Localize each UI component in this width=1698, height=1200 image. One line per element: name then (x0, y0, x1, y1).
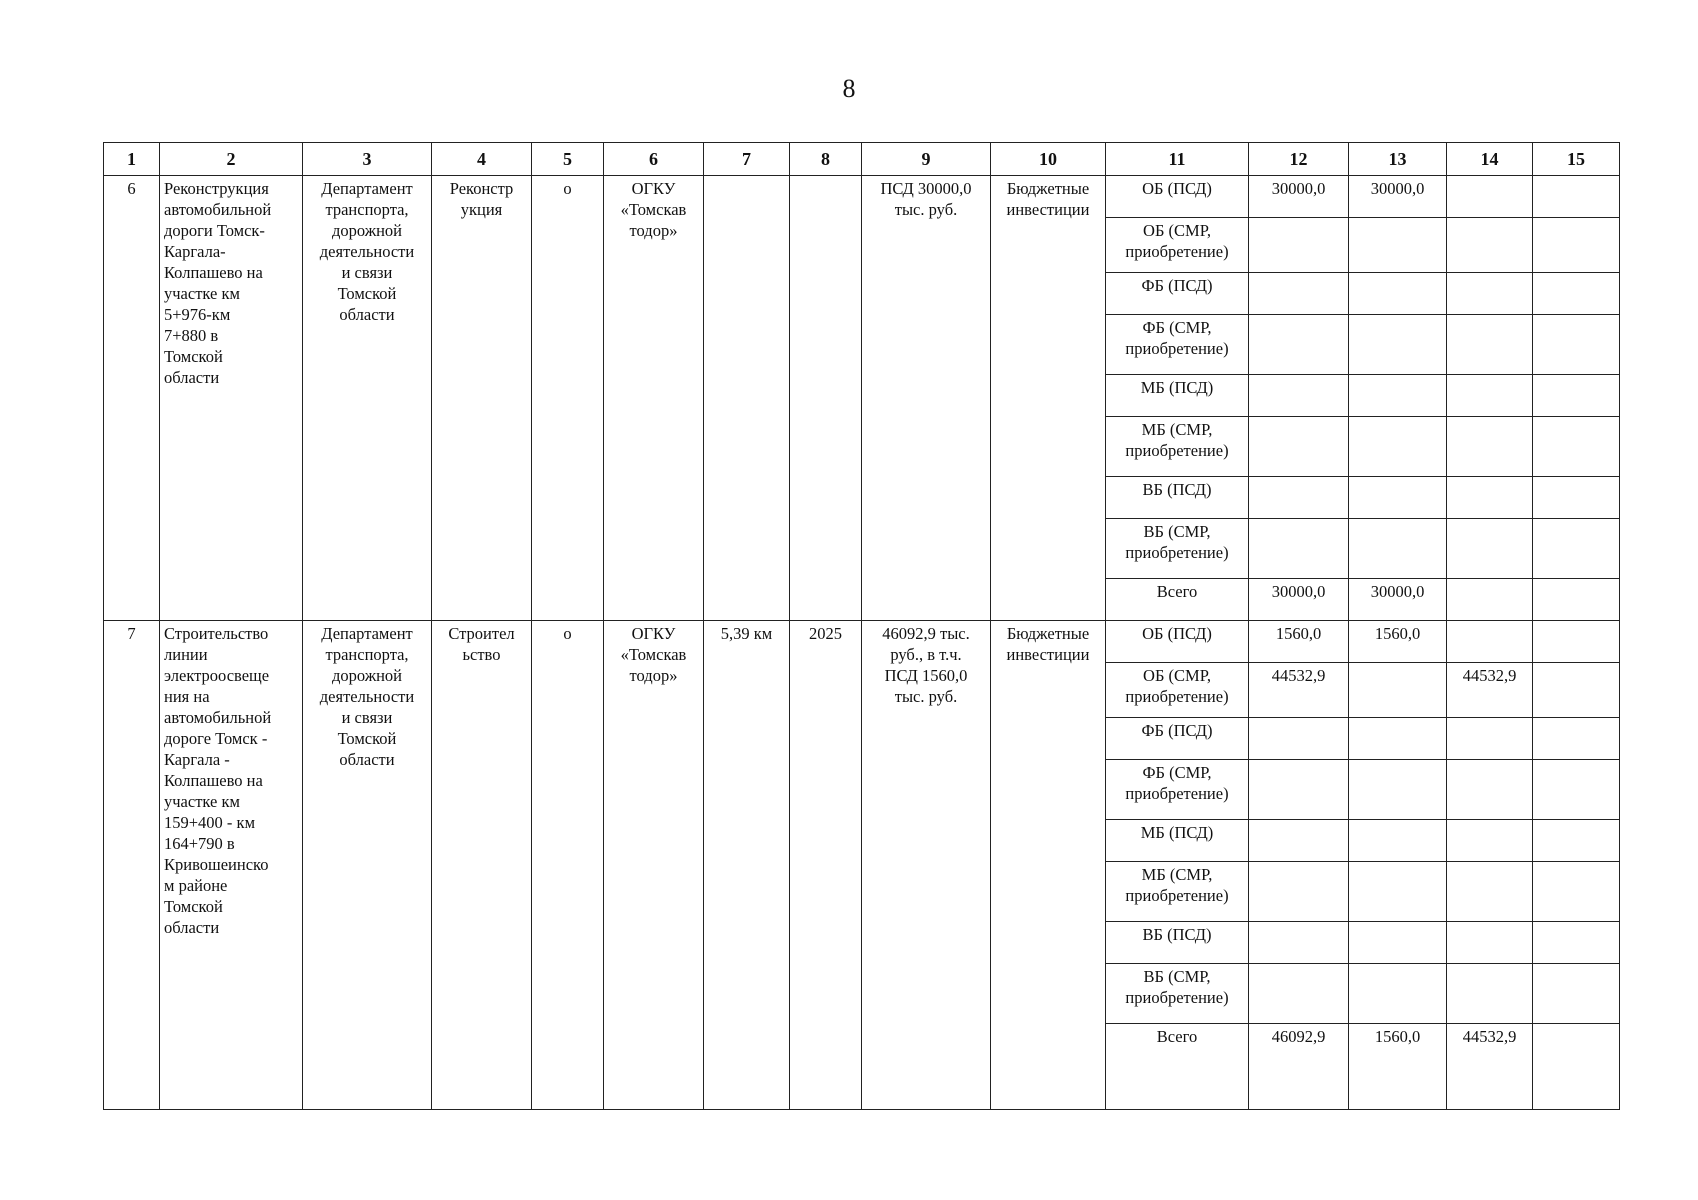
amount-cell: 1560,0 (1349, 1024, 1447, 1110)
amount-cell (1349, 862, 1447, 922)
funding-source: МБ (ПСД) (1106, 820, 1249, 862)
amount-cell (1349, 218, 1447, 273)
amount-cell (1533, 718, 1620, 760)
amount-cell (1349, 417, 1447, 477)
column-header: 10 (991, 143, 1106, 176)
funding-source: МБ (ПСД) (1106, 375, 1249, 417)
amount-cell (1533, 760, 1620, 820)
column-header: 14 (1447, 143, 1533, 176)
amount-cell (1349, 922, 1447, 964)
column-header: 1 (104, 143, 160, 176)
amount-cell (1447, 519, 1533, 579)
funding-source: ВБ (СМР, приобретение) (1106, 964, 1249, 1024)
amount-cell (1249, 760, 1349, 820)
funding-source: ВБ (СМР, приобретение) (1106, 519, 1249, 579)
funding-source: ВБ (ПСД) (1106, 477, 1249, 519)
amount-cell (1447, 621, 1533, 663)
amount-cell (1447, 862, 1533, 922)
header-row (104, 143, 1620, 176)
amount-cell: 44532,9 (1447, 1024, 1533, 1110)
amount-cell: 30000,0 (1249, 176, 1349, 218)
amount-cell (1533, 922, 1620, 964)
amount-cell (1447, 375, 1533, 417)
amount-cell (1349, 964, 1447, 1024)
amount-cell (1533, 218, 1620, 273)
table-row (104, 176, 1620, 218)
amount-cell (1533, 663, 1620, 718)
column-header: 12 (1249, 143, 1349, 176)
column-header: 15 (1533, 143, 1620, 176)
amount-cell (1249, 519, 1349, 579)
amount-cell: 30000,0 (1249, 579, 1349, 621)
amount-cell (1349, 477, 1447, 519)
amount-cell (1249, 718, 1349, 760)
amount-cell: 44532,9 (1249, 663, 1349, 718)
funding-source: ФБ (ПСД) (1106, 718, 1249, 760)
amount-cell (1447, 176, 1533, 218)
funding-source: Всего (1106, 1024, 1249, 1110)
amount-cell (1447, 315, 1533, 375)
amount-cell (1249, 417, 1349, 477)
investment-table (103, 142, 1620, 1110)
amount-cell (1447, 417, 1533, 477)
amount-cell (1249, 477, 1349, 519)
amount-cell (1249, 218, 1349, 273)
funding-source: ОБ (СМР, приобретение) (1106, 663, 1249, 718)
item-number: 7 (104, 621, 160, 1110)
funding-source: ОБ (СМР, приобретение) (1106, 218, 1249, 273)
amount-cell (1349, 760, 1447, 820)
amount-cell (1349, 820, 1447, 862)
column-header: 9 (862, 143, 991, 176)
funding-source: ФБ (СМР, приобретение) (1106, 315, 1249, 375)
estimated-cost: 46092,9 тыс. руб., в т.ч. ПСД 1560,0 тыс. руб. (862, 621, 991, 1110)
amount-cell (1533, 315, 1620, 375)
amount-cell (1447, 964, 1533, 1024)
amount-cell: 46092,9 (1249, 1024, 1349, 1110)
amount-cell (1447, 477, 1533, 519)
item-number: 6 (104, 176, 160, 621)
amount-cell (1349, 519, 1447, 579)
amount-cell (1349, 273, 1447, 315)
amount-cell: 30000,0 (1349, 579, 1447, 621)
capacity: 5,39 км (704, 621, 790, 1110)
table-row (104, 621, 1620, 663)
customer: ОГКУ «Томскав тодор» (604, 176, 704, 621)
amount-cell (1533, 176, 1620, 218)
amount-cell (1249, 375, 1349, 417)
amount-cell (1533, 1024, 1620, 1110)
amount-cell (1249, 273, 1349, 315)
responsible-department: Департамент транспорта, дорожной деятельности и связи Томской области (303, 176, 432, 621)
ownership-form: о (532, 621, 604, 1110)
funding-source: Всего (1106, 579, 1249, 621)
column-header: 6 (604, 143, 704, 176)
amount-cell: 44532,9 (1447, 663, 1533, 718)
column-header: 13 (1349, 143, 1447, 176)
object-name: Реконструкция автомобильной дороги Томск- Каргала- Колпашево на участке км 5+976-км 7+880 в Томской области (160, 176, 303, 621)
amount-cell (1249, 922, 1349, 964)
investment-type: Бюджетные инвестиции (991, 176, 1106, 621)
completion-year: 2025 (790, 621, 862, 1110)
amount-cell (1533, 273, 1620, 315)
investment-type: Бюджетные инвестиции (991, 621, 1106, 1110)
amount-cell (1533, 519, 1620, 579)
amount-cell (1533, 477, 1620, 519)
column-header: 3 (303, 143, 432, 176)
amount-cell (1249, 820, 1349, 862)
amount-cell (1533, 375, 1620, 417)
amount-cell (1349, 375, 1447, 417)
amount-cell: 30000,0 (1349, 176, 1447, 218)
amount-cell (1447, 718, 1533, 760)
funding-source: ВБ (ПСД) (1106, 922, 1249, 964)
responsible-department: Департамент транспорта, дорожной деятельности и связи Томской области (303, 621, 432, 1110)
work-type: Строител ьство (432, 621, 532, 1110)
amount-cell (1447, 218, 1533, 273)
column-header: 5 (532, 143, 604, 176)
amount-cell (1447, 273, 1533, 315)
page-number: 8 (842, 74, 856, 103)
funding-source: МБ (СМР, приобретение) (1106, 862, 1249, 922)
funding-source: ОБ (ПСД) (1106, 176, 1249, 218)
amount-cell (1533, 964, 1620, 1024)
funding-source: ФБ (СМР, приобретение) (1106, 760, 1249, 820)
funding-source: ФБ (ПСД) (1106, 273, 1249, 315)
column-header: 4 (432, 143, 532, 176)
amount-cell (1447, 922, 1533, 964)
funding-source: МБ (СМР, приобретение) (1106, 417, 1249, 477)
column-header: 2 (160, 143, 303, 176)
amount-cell (1349, 315, 1447, 375)
estimated-cost: ПСД 30000,0 тыс. руб. (862, 176, 991, 621)
funding-source: ОБ (ПСД) (1106, 621, 1249, 663)
column-header: 8 (790, 143, 862, 176)
amount-cell (1533, 417, 1620, 477)
completion-year (790, 176, 862, 621)
amount-cell (1447, 760, 1533, 820)
amount-cell (1249, 315, 1349, 375)
amount-cell (1447, 820, 1533, 862)
amount-cell: 1560,0 (1249, 621, 1349, 663)
ownership-form: о (532, 176, 604, 621)
column-header: 7 (704, 143, 790, 176)
amount-cell (1447, 579, 1533, 621)
customer: ОГКУ «Томскав тодор» (604, 621, 704, 1110)
amount-cell (1249, 862, 1349, 922)
amount-cell (1533, 579, 1620, 621)
amount-cell (1249, 964, 1349, 1024)
column-header: 11 (1106, 143, 1249, 176)
object-name: Строительство линии электроосвеще ния на автомобильной дороге Томск - Каргала - Колпашево на участке км 159+400 - км 164+790 в Кривошеинско м районе Томской области (160, 621, 303, 1110)
amount-cell (1533, 862, 1620, 922)
amount-cell (1533, 820, 1620, 862)
capacity (704, 176, 790, 621)
amount-cell (1349, 718, 1447, 760)
amount-cell (1349, 663, 1447, 718)
work-type: Реконстр укция (432, 176, 532, 621)
amount-cell (1533, 621, 1620, 663)
amount-cell: 1560,0 (1349, 621, 1447, 663)
